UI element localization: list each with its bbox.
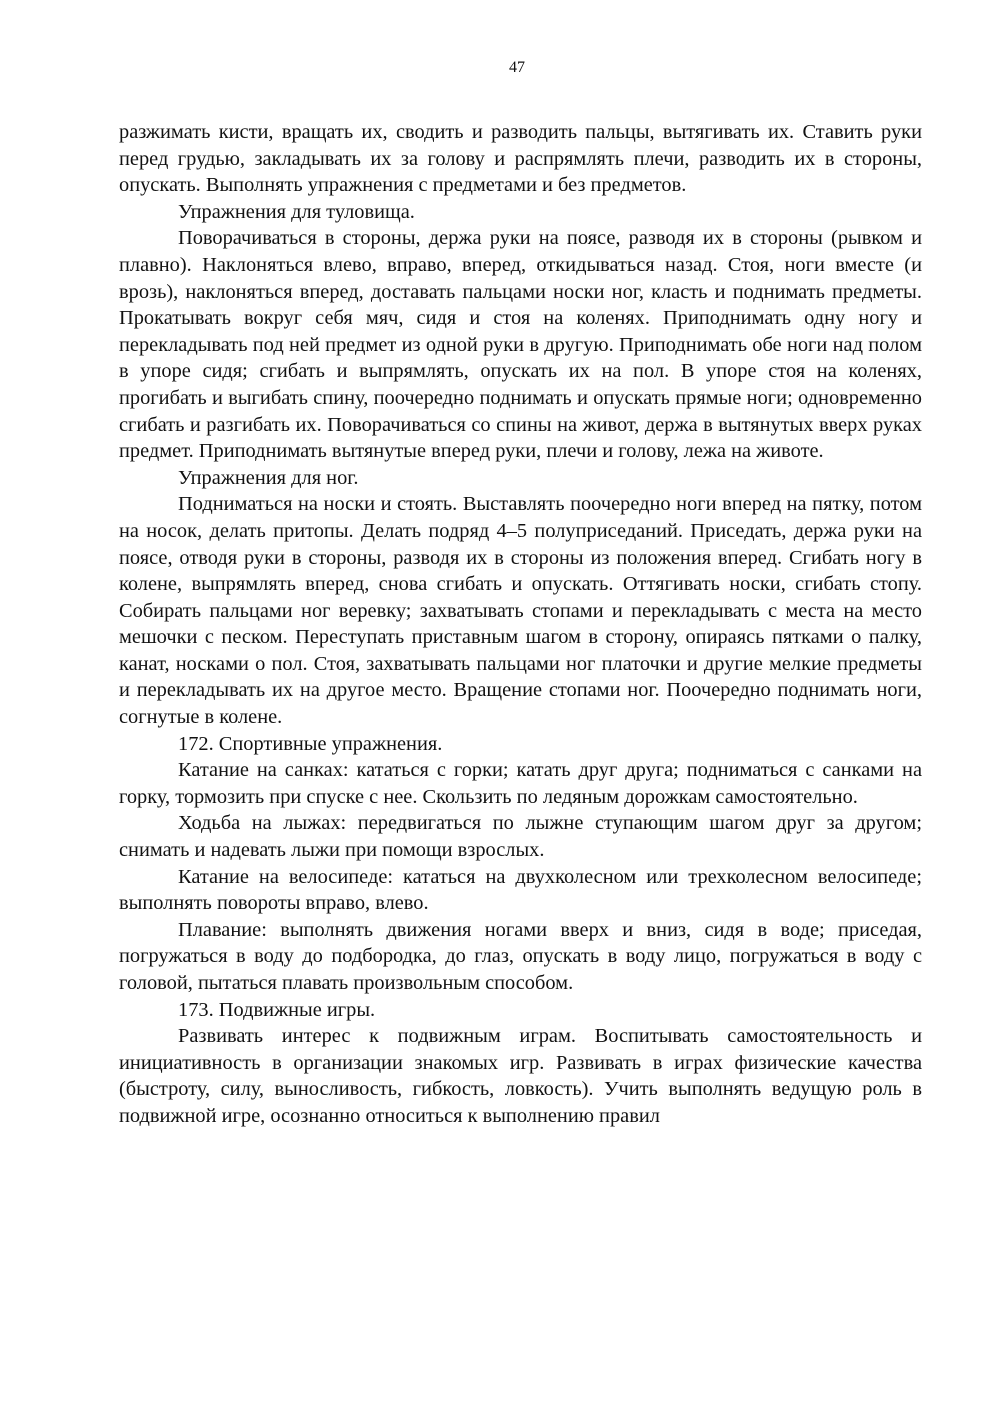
paragraph-outdoor-games: Развивать интерес к подвижным играм. Воспитывать самостоятельность и инициативность в организации знакомых игр. Развивать в играх физические качества (быстроту, силу, выносливость, гибкость, ловкость). Учить выполнять ведущую роль в подвижной игре, осознанно относиться к выполнению правил: [119, 1025, 922, 1127]
page-body: [119, 119, 922, 1130]
paragraph-cycling: Катание на велосипеде: кататься на двухколесном или трехколесном велосипеде; выполнять повороты вправо, влево.: [119, 865, 922, 915]
page-number: 47: [509, 59, 525, 76]
paragraph-sledding: Катание на санках: кататься с горки; катать друг друга; подниматься с санками на горку, тормозить при спуске с нее. Скользить по ледяным дорожкам самостоятельно.: [119, 759, 922, 808]
heading-sports-exercises: 172. Спортивные упражнения.: [178, 732, 443, 755]
heading-leg-exercises: Упражнения для ног.: [178, 466, 359, 489]
heading-outdoor-games: 173. Подвижные игры.: [178, 998, 376, 1021]
paragraph-torso-exercises: Поворачиваться в стороны, держа руки на поясе, разводя их в стороны (рывком и плавно). Наклоняться влево, вправо, вперед, откидываться назад. Стоя, ноги вместе (и врозь), наклоняться вперед, доставать пальцами носки ног, класть и поднимать предметы. Прокатывать вокруг себя мяч, сидя и стоя на коленях. Приподнимать одну ногу и перекладывать под ней предмет из одной руки в другую. Приподнимать обе ноги над полом в упоре сидя; сгибать и выпрямлять, опускать их на пол. В упоре стоя на коленях, прогибать и выгибать спину, поочередно поднимать и опускать прямые ноги; одновременно сгибать и разгибать их. Поворачиваться со спины на живот, держа в вытянутых вверх руках предмет. Приподнимать вытянутые вперед руки, плечи и голову, лежа на животе.: [119, 227, 922, 463]
heading-torso-exercises: Упражнения для туловища.: [178, 200, 415, 223]
paragraph-swimming: Плавание: выполнять движения ногами вверх и вниз, сидя в воде; приседая, погружаться в воду до подбородка, до глаз, опускать в воду лицо, погружаться в воду с головой, пытаться плавать произвольным способом.: [119, 918, 922, 994]
paragraph-skiing: Ходьба на лыжах: передвигаться по лыжне ступающим шагом друг за другом; снимать и надевать лыжи при помощи взрослых.: [119, 812, 922, 862]
paragraph-leg-exercises: Подниматься на носки и стоять. Выставлять поочередно ноги вперед на пятку, потом на носок, делать притопы. Делать подряд 4–5 полуприседаний. Приседать, держа руки на поясе, отводя руки в стороны, разводя их в стороны из положения вперед. Сгибать ногу в колене, выпрямлять вперед, снова сгибать и опускать. Оттягивать носки, сгибать стопу. Собирать пальцами ног веревку; захватывать стопами и перекладывать с места на место мешочки с песком. Переступать приставным шагом в сторону, опираясь пятками о палку, канат, носками о пол. Стоя, захватывать пальцами ног платочки и другие мелкие предметы и перекладывать их на другое место. Вращение стопами ног. Поочередно поднимать ноги, согнутые в колене.: [119, 493, 922, 729]
paragraph-hand-exercises-continued: разжимать кисти, вращать их, сводить и разводить пальцы, вытягивать их. Ставить руки перед грудью, закладывать их за голову и распрямлять плечи, разводить их в стороны, опускать. Выполнять упражнения с предметами и без предметов.: [119, 121, 922, 197]
